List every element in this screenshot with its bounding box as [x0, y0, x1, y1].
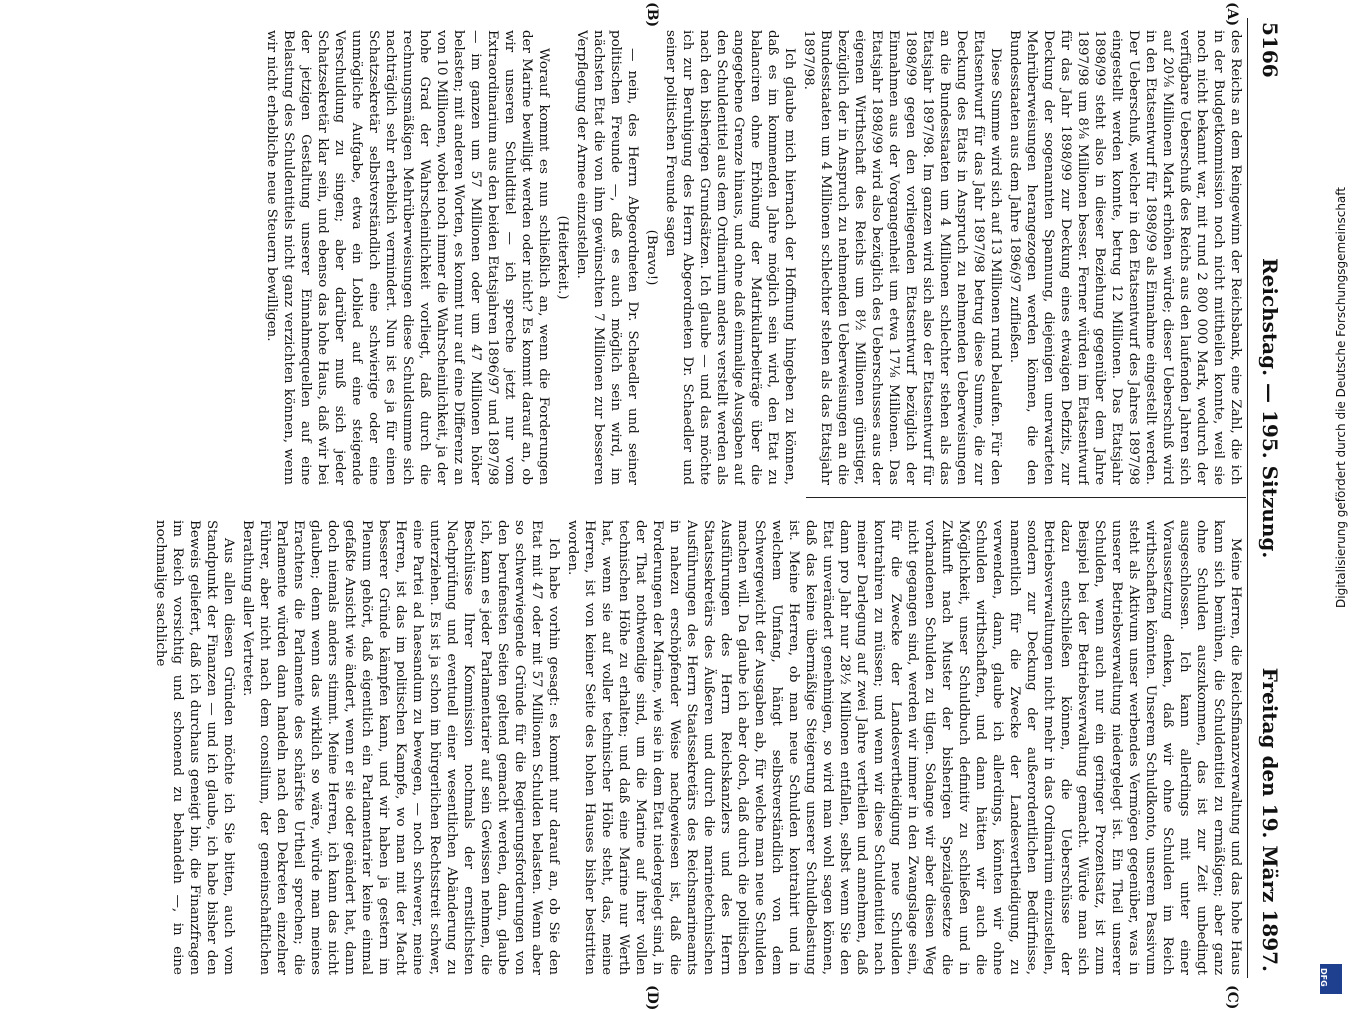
column-divider [806, 497, 1246, 498]
page-header [1247, 18, 1288, 978]
margin-marker-d: (D) [644, 985, 660, 1010]
interjection: (Heiterkeit.) [555, 215, 570, 300]
paragraph: Ich glaube mich hiernach der Hoffnung hingeben zu können, daß es im kommenden Jahre möglich sein wird, den Etat zu balanciren ohne Erhöhung der Matrikularbeiträge über die angegebene Grenze hinaus, und ohne daß einmalige Ausgaben auf den Schuldentitel aus dem Ordinarium anders verstellt werden als nach den bisherigen Grundsätzen. Ich glaube — und das möchte ich zur Beruhigung des Herrn Abgeordneten Dr. Schaedler und seiner politischen Freunde sagen [663, 30, 797, 485]
margin-marker-a: (A) [1224, 2, 1240, 27]
page-number: 5166 [1258, 22, 1282, 78]
digitization-sidebar [1318, 0, 1353, 1000]
dfg-logo [1320, 964, 1342, 994]
funding-notice: Digitalisierung gefördert durch die Deutsche Forschungsgemeinschaft [1334, 186, 1348, 608]
dfg-logo-text: DFG [1319, 968, 1328, 987]
paragraph: Aus allen diesen Gründen möchte ich Sie bitten, auch vom Standpunkt der Finanzen — und ich glaube, ich habe bisher den Beweis geliefert, daß ich durchaus geneigt bin, die Finanzfragen im Reich vorsichtig und schonend zu behandeln —, in eine nochmalige sachliche [153, 520, 236, 975]
paragraph: Ich habe vorhin gesagt: es kommt nur darauf an, ob Sie den Etat mit 47 oder mit 57 Millionen Schulden belasten. Wenn aber so schwerwiegende Gründe für die Regierungsforderungen von den berufensten Seiten geltend gemacht werden, dann, glaube ich, kann es jeder Parlamentarier auf sein Gewissen nehmen, die Beschlüsse Ihrer Kommission nochmals der ernstlichsten Nachprüfung und eventuell einer wesentlichen Abänderung zu unterziehen. Es ist ja schon im bürgerlichen Rechtsstreit schwer, eine Partei ad haesandum zu bewegen, — noch schwerer, meine Herren, ist das im politischen Kampfe, wo man mit der Macht besserer Gründe kämpfen kann, und wir haben ja gestern im Plenum gehört, daß eigentlich ein Parlamentarier keine einmal gefaßte Ansicht wie ändert, wenn er sie oder geändert hat, dann doch niemals anders stimmt. Meine Herren, ich kann das nicht glauben; denn wenn das wirklich so wäre, würde man meines Erachtens die Parlamente des schärfste Urtheil sprechen; die Parlamente würden dann handeln nach den Dekreten einzelner Führer, aber nicht nach dem consilium, der gemeinschaftlichen Berathung aller Vertreter. [240, 520, 561, 975]
rotated-newspaper-page [10, 0, 1310, 1010]
paragraph: Worauf kommt es nun schließlich an, wenn die Forderungen der Marine bewilligt werden oder nicht? Es kommt darauf an, ob wir unseren Schuldtitel — ich spreche jetzt nur vom Extraordinarium aus den beiden Etatsjahren 1896/97 und 1897/98 — im ganzen um 57 Millionen oder um 47 Millionen höher belasten; mit anderen Worten, es kommt nur auf eine Differenz an von 10 Millionen, wobei noch immer die Wahrscheinlichkeit, ja der hohe Grad der Wahrscheinlichkeit vorliegt, daß durch die rechnungsmäßigen Mehrüberweisungen diese Schuldsumme sich nachträglich sehr erheblich vermindert. Nun ist es ja für einen Schatzsekretär selbstverständlich eine schwierige oder eine unmögliche Aufgabe, etwa ein Loblied auf eine steigende Verschuldung zu singen; aber darüber muß sich jeder Schatzsekretär klar sein, und ebenso das hohe Haus, daß wir bei der jetzigen Gestaltung unserer Einnahmequellen auf eine Belastung des Schuldentitels nicht ganz verzichten können, wenn wir nicht erhebliche neue Steuern bewilligen. [264, 30, 551, 485]
right-text-column [24, 520, 1244, 975]
paragraph: Meine Herren, die Reichsfinanzverwaltung und das hohe Haus kann sich bemühen, die Schuldentitel zu ermäßigen; aber ganz ohne Schulden auszukommen, das ist zur Zeit unbedingt ausgeschlossen. Ich kann allerdings mit unter einer Voraussetzung denken, daß wir ohne Schulden im Reich wirthschaften könnten. Unserem Schuldkonto, unserem Passivum steht als Aktivum unser werbendes Vermögen gegenüber, was in unserer Betriebsverwaltung niedergelegt ist. Ein Theil unserer Schulden, wenn auch nur ein geringer Prozentsatz, ist zum Beispiel bei der Betriebsverwaltung gemacht. Würde man sich dazu entschließen können, die Ueberschüsse der Betriebsverwaltungen nicht mehr in das Ordinarium einzustellen, sondern zur Deckung der außerordentlichen Bedürfnisse, namentlich für die Zwecke der Landesvertheidigung, zu verwenden, dann, glaube ich allerdings, könnten wir ohne Schulden wirthschaften, und dann hätten wir auch die Möglichkeit, unser Schuldbuch definitiv zu schließen und in Zukunft nach Muster der bisherigen Spezialgesetze die vorhandenen Schulden zu tilgen. Solange wir aber diesen Weg nicht gegangen sind, werden wir immer in den Zwangslage sein, für die Zwecke der Landesvertheidigung neue Schulden kontrahiren zu müssen; und wenn wir diese Schuldentitel nach meiner Darlegung auf zwei Jahre vertheilen und annehmen, daß dann pro Jahr nur 28½ Millionen entfallen, selbst wenn Sie den Etat unverändert genehmigen, so wird man wohl sagen können, daß das keine übermäßige Steigerung unserer Schuldbelastung ist. Meine Herren, ob man neue Schulden kontrahirt und in welchem Umfang, hängt selbstverständlich von dem Schwergewicht der Ausgaben ab, für welche man neue Schulden machen will. Da glaube ich aber doch, daß durch die politischen Ausführungen des Herrn Reichskanzlers und des Herrn Staatssekretärs des Äußeren und durch die marinetechnischen Ausführungen des Herrn Staatssekretärs des Reichsmarineamts in nahezu erschöpfender Weise nachgewiesen ist, daß die Forderungen der Marine, wie sie in dem Etat niedergelegt sind, in der That nothwendige sind, um die Marine auf ihrer vollen technischen Höhe zu erhalten; und daß eine Marine nur Werth hat, wenn sie auf voller technischer Höhe steht, das, meine Herren, ist von keiner Seite des hohen Hauses bisher bestritten worden. [565, 520, 1243, 975]
paragraph: Diese Summe wird sich auf 13 Millionen rund belaufen. Für den Etatsentwurf für das Jahr 1897/98 betrug diese Summe, die zur Deckung des Etats in Anspruch zu nehmenden Ueberweisungen an die Bundesstaaten um 4 Millionen schlechter stehen als das Etatsjahr 1897/98. Im ganzen wird sich also der Etatsentwurf für 1898/99 gegen den vorliegenden Etatsentwurf bezüglich der Einnahmen aus der Vorgangenheit um etwa 17⅛ Millionen. Das Etatsjahr 1898/99 wird also bezüglich des Ueberschusses aus der eigenen Wirthschaft des Reichs um 8½ Millionen günstiger, bezüglich der in Anspruch zu nehmenden Ueberweisungen an die Bundesstaaten um 4 Millionen schlechter stehen als das Etatsjahr 1897/98. [801, 30, 1003, 485]
interjection: (Bravo!) [644, 229, 659, 286]
margin-marker-b: (B) [644, 2, 660, 28]
left-text-column [24, 30, 1244, 485]
margin-marker-c: (C) [1224, 985, 1240, 1010]
paragraph: des Reichs an dem Reingewinn der Reichsbank, eine Zahl, die ich in der Budgetkommission noch nicht mittheilen konnte, weil sie noch nicht bekannt war, mit rund 2 800 000 Mark, wodurch der verfügbare Ueberschuß des Reichs aus den laufenden Jahren sich auf 20⅛ Millionen Mark erhöhen würde; dieser Ueberschuß wird in den Etatsentwurf für 1898/99 als Einnahme eingestellt werden. Der Ueberschuß, welcher in den Etatsentwurf des Jahres 1897/98 eingestellt werden konnte, betrug 12 Millionen. Das Etatsjahr 1898/99 steht also in dieser Beziehung gegenüber dem Jahre 1897/98 um 8⅛ Millionen besser. Ferner würden im Etatsentwurf für das Jahr 1898/99 zur Deckung eines etwaigen Defizits, zur Deckung der sogenannten Spannung, diejenigen unerwarteten Mehrüberweisungen herangezogen werden können, die den Bundesstaaten aus dem Jahre 1896/97 zufließen. [1007, 30, 1243, 485]
page-title: Reichstag. — 195. Sitzung. [1258, 258, 1282, 559]
page-date: Freitag den 19. März 1897. [1258, 667, 1282, 972]
paragraph: — nein, des Herrn Abgeordneten Dr. Schaedler und seiner politischen Freunde —, daß es auch möglich sein wird, im nächsten Etat die von ihm gewünschten 7 Millionen zur besseren Verpflegung der Armee einzustellen. [574, 30, 640, 485]
